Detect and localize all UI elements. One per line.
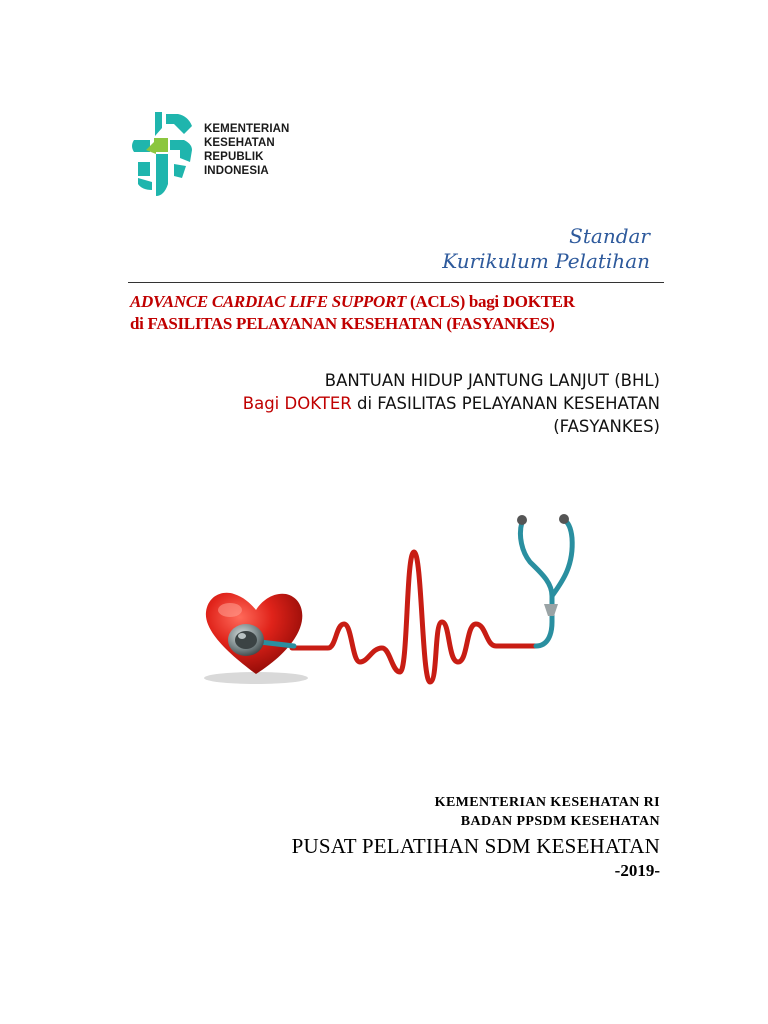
bhl-bagi: Bagi — [242, 394, 280, 413]
footer-agency: BADAN PPSDM KESEHATAN — [460, 814, 660, 829]
logo-line: KEMENTERIAN — [204, 123, 290, 135]
ministry-logo — [128, 110, 288, 200]
kemenkes-emblem-icon — [128, 110, 200, 198]
logo-line: REPUBLIK — [204, 151, 264, 163]
logo-text — [204, 122, 289, 178]
bhl-dokter: DOKTER — [284, 394, 352, 413]
acls-subtitle — [130, 291, 575, 335]
acls-name: ADVANCE CARDIAC LIFE SUPPORT — [130, 292, 407, 311]
logo-line: INDONESIA — [204, 165, 269, 177]
bhl-line-3: (FASYANKES) — [553, 417, 660, 436]
acls-line-1 — [130, 291, 575, 313]
bhl-block — [243, 369, 660, 438]
footer-center: PUSAT PELATIHAN SDM KESEHATAN — [291, 834, 660, 858]
heart-stethoscope-illustration — [196, 512, 586, 690]
acls-line-2: di FASILITAS PELAYANAN KESEHATAN (FASYANKES) — [130, 314, 555, 333]
bhl-line-1: BANTUAN HIDUP JANTUNG LANJUT (BHL) — [324, 371, 660, 390]
title-standar: Standar — [569, 224, 650, 248]
footer-year: -2019- — [614, 861, 660, 880]
heart-stethoscope-icon — [196, 512, 586, 690]
acls-abbr: (ACLS) bagi DOKTER — [406, 292, 575, 311]
title-divider — [128, 282, 664, 283]
bhl-fasilitas: di FASILITAS PELAYANAN KESEHATAN — [356, 394, 660, 413]
title-kurikulum: Kurikulum Pelatihan — [442, 249, 650, 273]
logo-line: KESEHATAN — [204, 137, 275, 149]
bhl-line-2 — [243, 392, 660, 415]
footer-ministry: KEMENTERIAN KESEHATAN RI — [434, 795, 660, 810]
